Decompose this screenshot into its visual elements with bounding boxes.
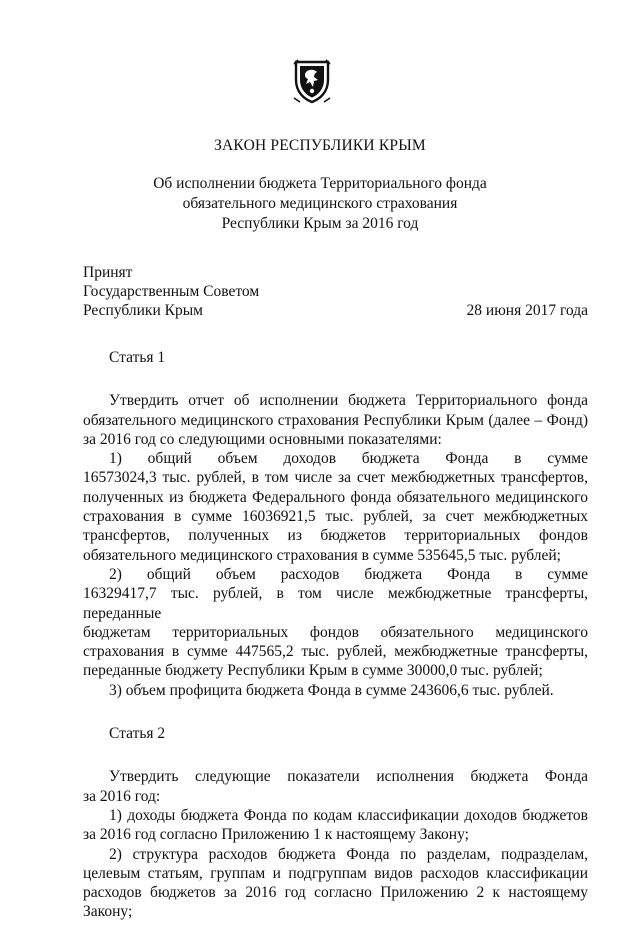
adoption-date: 28 июня 2017 года [466, 302, 588, 319]
subtitle-line: Об исполнении бюджета Территориального фонда [153, 175, 487, 192]
article-2-heading: Статья 2 [109, 725, 166, 743]
paragraph-line: за 2016 год со следующими основными показателями: [83, 430, 442, 448]
paragraph-line: 1) доходы бюджета Фонда по кодам классификации доходов бюджетов [109, 806, 588, 824]
document-title: ЗАКОН РЕСПУБЛИКИ КРЫМ [214, 137, 426, 154]
paragraph-line: обязательного медицинского страхования Республики Крым (далее – Фонд) [83, 411, 588, 429]
document-body [83, 348, 588, 946]
paragraph-line: Закону; [83, 903, 133, 921]
paragraph-line: 16329417,7 тыс. рублей, в том числе межбюджетные трансферты, переданные [83, 585, 588, 622]
document-subtitle [60, 174, 580, 234]
paragraph-line: 1) общий объем доходов бюджета Фонда в сумме [109, 450, 588, 468]
paragraph-line: страхования в сумме 447565,2 тыс. рублей, межбюджетные трансферты, [83, 643, 588, 661]
paragraph-line: 2) структура расходов бюджета Фонда по разделам, подразделам, [109, 845, 588, 863]
paragraph-line: Утвердить следующие показатели исполнения бюджета Фонда [109, 768, 588, 786]
article-2-content [83, 767, 588, 921]
adopted-by: Государственным Советом [83, 283, 260, 300]
paragraph-line: 3) объем профицита бюджета Фонда в сумме 243606,6 тыс. рублей. [109, 681, 554, 699]
article-1-content [83, 391, 588, 700]
paragraph-line: обязательного медицинского страхования в сумме 535645,5 тыс. рублей; [83, 546, 561, 564]
article-1-heading: Статья 1 [109, 349, 166, 366]
paragraph-line: трансфертов, полученных из бюджетов территориальных фондов [83, 527, 588, 545]
adopted-by-republic: Республики Крым [83, 302, 203, 319]
paragraph-line: бюджетам территориальных фондов обязательного медицинского [83, 623, 588, 641]
paragraph-line: за 2016 год: [83, 787, 161, 805]
paragraph-line: Утвердить отчет об исполнении бюджета Территориального фонда [109, 392, 588, 410]
paragraph-line: целевым статьям, группам и подгруппам видов расходов классификации [83, 864, 588, 882]
subtitle-line: Республики Крым за 2016 год [221, 215, 419, 232]
paragraph-line: 16573024,3 тыс. рублей, в том числе за счет межбюджетных трансфертов, [83, 469, 588, 487]
coat-of-arms-crimea-icon [292, 58, 332, 104]
adopted-label: Принят [83, 264, 133, 281]
subtitle-line: обязательного медицинского страхования [182, 195, 458, 212]
paragraph-line: расходов бюджетов за 2016 год согласно Приложению 2 к настоящему [83, 884, 588, 902]
paragraph-line: 2) общий объем расходов бюджета Фонда в сумме [109, 565, 588, 583]
paragraph-line: страхования в сумме 16036921,5 тыс. рублей, за счет межбюджетных [83, 508, 588, 526]
adoption-block [83, 263, 588, 320]
paragraph-line: переданные бюджету Республики Крым в сумме 30000,0 тыс. рублей; [83, 662, 543, 680]
paragraph-line: за 2016 год согласно Приложению 1 к настоящему Закону; [83, 826, 469, 844]
paragraph-line: полученных из бюджета Федерального фонда обязательного медицинского [83, 488, 588, 506]
